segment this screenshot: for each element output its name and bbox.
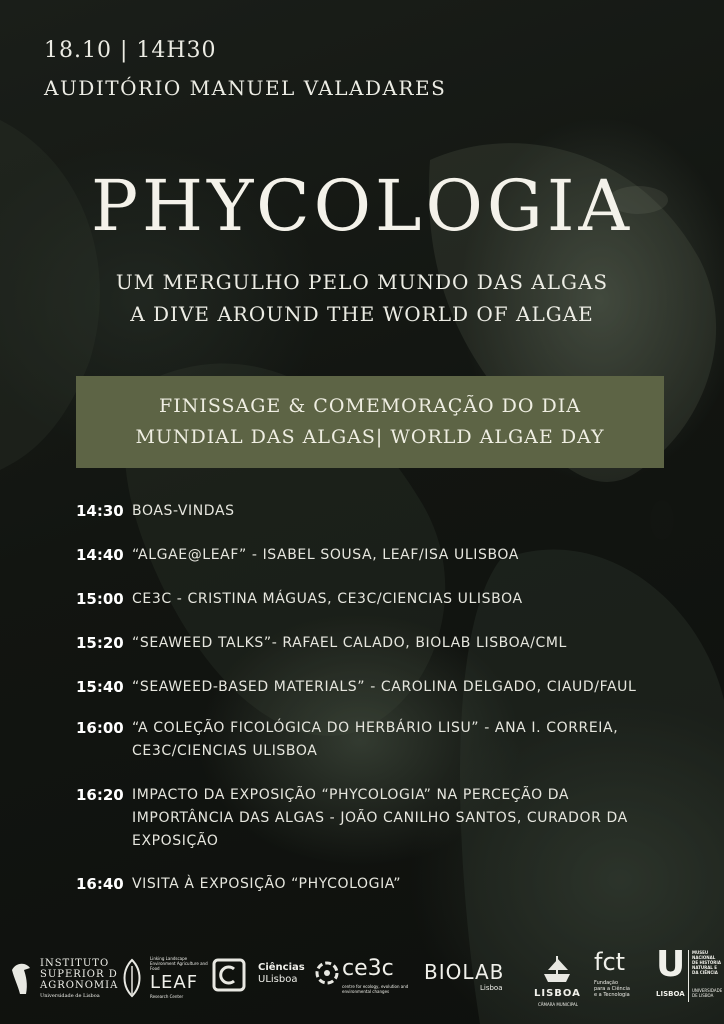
banner-line-2: MUNDIAL DAS ALGAS| WORLD ALGAE DAY: [135, 426, 605, 448]
fct-logo: [592, 948, 654, 1012]
program-description: “SEAWEED-BASED MATERIALS” - CAROLINA DELGADO, CIAUD/FAUL: [132, 679, 637, 695]
program-item: [76, 676, 676, 699]
program-time: 16:20: [76, 786, 124, 804]
ciencias-line-1: Ciências: [258, 962, 305, 973]
lisboa-sub: CÂMARA MUNICIPAL: [538, 1002, 578, 1007]
lisboa-cml-logo: [532, 952, 584, 1012]
event-title: PHYCOLOGIA: [90, 165, 634, 247]
ulisboa-name: LISBOA: [656, 990, 685, 998]
isa-line-1: INSTITUTO: [40, 958, 110, 969]
isa-line-2: SUPERIOR D: [40, 969, 118, 980]
program-description: “SEAWEED TALKS”- RAFAEL CALADO, BIOLAB LISBOA/CML: [132, 635, 567, 651]
finissage-banner: [76, 376, 664, 468]
event-date-time: 18.10 | 14H30: [44, 38, 217, 63]
isa-logo: [8, 956, 118, 1006]
program-time: 16:40: [76, 875, 124, 893]
leaf-icon: [120, 958, 144, 998]
lisboa-name: LISBOA: [534, 988, 581, 999]
program-description: IMPACTO DA EXPOSIÇÃO “PHYCOLOGIA” NA PERCEÇÃO DA IMPORTÂNCIA DAS ALGAS - JOÃO CANILHO SANTOS, CURADOR DA EXPOSIÇÃO: [132, 787, 628, 849]
leaf-name: LEAF: [150, 972, 199, 993]
ulisboa-museum-logo: [656, 944, 723, 1014]
ciencias-logo: [258, 962, 312, 992]
leaf-tagline: Linking Landscape Environment Agriculture and Food: [150, 956, 208, 971]
leaf-sub: Research Center: [150, 994, 184, 999]
ce3c-tagline: centre for ecology, evolution and environmental changes: [342, 984, 409, 994]
program-item: [76, 784, 636, 853]
program-description: “A COLEÇÃO FICOLÓGICA DO HERBÁRIO LISU” - ANA I. CORREIA, CE3C/CIENCIAS ULISBOA: [132, 720, 619, 759]
museum-name: MUSEU NACIONAL DE HISTÓRIA NATURAL E DA CIÊNCIA: [692, 950, 721, 975]
program-item: [76, 632, 676, 655]
program-item: [76, 717, 656, 763]
program-time: 15:20: [76, 634, 124, 652]
program-time: 14:30: [76, 502, 124, 520]
ce3c-name: ce3c: [342, 956, 394, 981]
program-time: 15:40: [76, 678, 124, 696]
program-item: [76, 588, 676, 611]
biolab-sub: Lisboa: [480, 984, 503, 992]
isa-line-4: Universidade de Lisboa: [40, 993, 100, 999]
ce3c-swirl-icon: [314, 960, 340, 986]
ce3c-logo: [314, 958, 414, 1002]
subtitle-portuguese: UM MERGULHO PELO MUNDO DAS ALGAS: [115, 270, 609, 294]
biolab-name: BIOLAB: [424, 960, 505, 984]
subtitle-english: A DIVE AROUND THE WORLD OF ALGAE: [130, 302, 594, 326]
event-venue: AUDITÓRIO MANUEL VALADARES: [44, 76, 447, 100]
program-item: [76, 544, 676, 567]
fct-name: fct: [594, 948, 626, 976]
program-time: 14:40: [76, 546, 124, 564]
ulisboa-univ: UNIVERSIDADE DE LISBOA: [692, 988, 723, 998]
program-item: [76, 500, 676, 523]
banner-line-1: FINISSAGE & COMEMORAÇÃO DO DIA: [159, 395, 581, 417]
fct-line-3: e a Tecnologia: [594, 992, 630, 998]
ciencias-c-icon: [212, 958, 246, 992]
fct-line-2: para a Ciência: [594, 986, 630, 992]
program-description: VISITA À EXPOSIÇÃO “PHYCOLOGIA”: [132, 876, 402, 892]
bird-icon: [8, 960, 34, 1000]
program-description: “ALGAE@LEAF” - ISABEL SOUSA, LEAF/ISA ULISBOA: [132, 547, 519, 563]
leaf-logo: [120, 954, 206, 1004]
biolab-logo: [424, 960, 520, 1000]
ciencias-line-2: ULisboa: [258, 974, 298, 985]
fct-line-1: Fundação: [594, 980, 619, 986]
program-description: BOAS-VINDAS: [132, 503, 235, 519]
program-item: [76, 873, 676, 896]
ulisboa-letter: U: [656, 944, 686, 985]
isa-line-3: AGRONOMIA: [40, 980, 119, 991]
program-time: 16:00: [76, 719, 124, 737]
partner-logos: [0, 944, 724, 1018]
program-description: CE3C - CRISTINA MÁGUAS, CE3C/CIENCIAS ULISBOA: [132, 591, 523, 607]
ship-emblem-icon: [540, 952, 574, 986]
program-time: 15:00: [76, 590, 124, 608]
ciencias-icon-logo: [212, 958, 248, 994]
